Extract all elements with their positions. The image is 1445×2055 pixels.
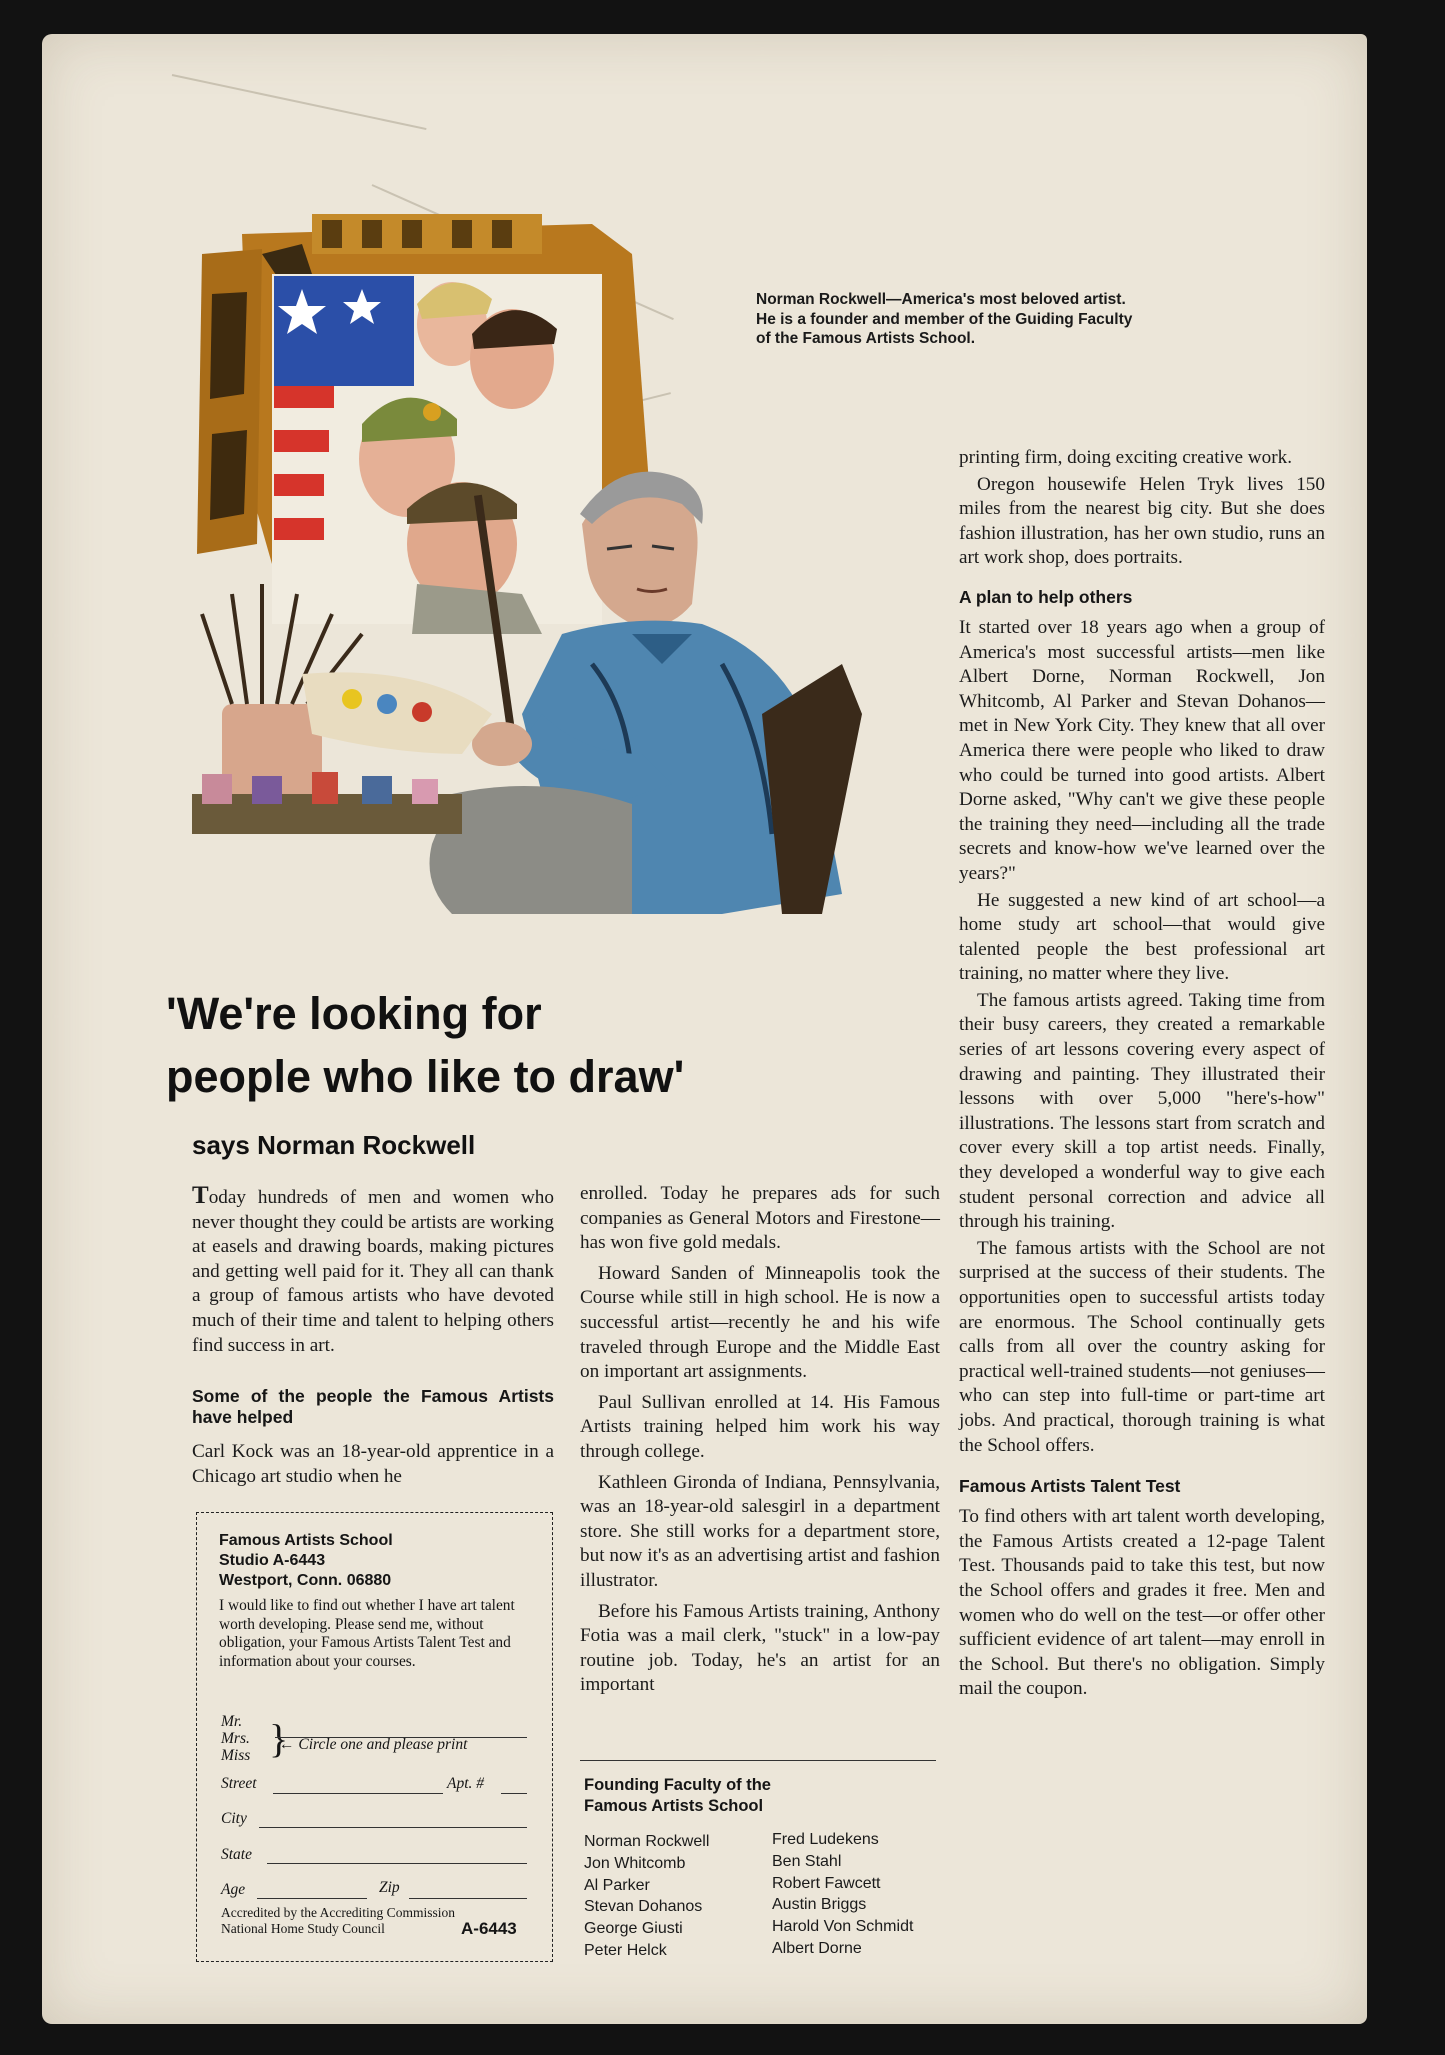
coupon-city: Westport, Conn. 06880 [219,1572,392,1589]
circle-note: ← Circle one and please print [279,1736,468,1753]
intro-paragraph: oday hundreds of men and women who never thought they could be artists are working at easels and drawing boards, making pictures and getting well paid for it. They all can thank a group of famous artists who have devoted much of their time and talent to helping others find success in art. [192,1187,554,1356]
col2-paragraph-3: Paul Sullivan enrolled at 14. His Famous Artists training helped him work his way through college. [580,1391,940,1462]
coupon-intro: I would like to find out whether I have art talent worth developing. Please send me, without obligation, your Famous Artists Talent Test and information about your courses. [219,1597,515,1670]
faculty-title: Founding Faculty of the Famous Artists School [584,1776,771,1815]
headline-byline: says Norman Rockwell [192,1130,476,1160]
accreditation-line-2: National Home Study Council [221,1921,385,1936]
comic-back-cover-page [42,34,1367,2024]
subhead-people-helped: Some of the people the Famous Artists have helped [192,1386,554,1428]
zip-label: Zip [379,1879,400,1896]
mail-coupon[interactable] [196,1512,553,1962]
col3-paragraph-6: The famous artists with the School are not surprised at the success of their students. The opportunities open to successful artists today are enormous. The School continually gets calls from all over the country asking for practical well-trained students—not geniuses—who can step into full-time or part-time art jobs. And practical, thorough training is what the School offers. [959,1237,1325,1456]
zip-field[interactable] [409,1898,527,1899]
faculty-name: Albert Dorne [772,1939,862,1957]
faculty-list-left [584,1831,709,1962]
title-miss[interactable]: Miss [221,1747,251,1764]
state-label: State [221,1846,252,1863]
state-field[interactable] [267,1863,527,1864]
col2-paragraph-4: Kathleen Gironda of Indiana, Pennsylvania, was an 18-year-old salesgirl in a department store. She still works for a department store, but now it's as an advertising artist and fashion illustrator. [580,1471,940,1591]
title-mrs[interactable]: Mrs. [221,1730,250,1747]
subhead-talent-test: Famous Artists Talent Test [959,1476,1181,1497]
faculty-name: Robert Fawcett [772,1874,881,1892]
illustration-caption: Norman Rockwell—America's most beloved artist. He is a founder and member of the Guiding Faculty of the Famous Artists School. [756,291,1133,347]
coupon-school-name: Famous Artists School [219,1532,393,1549]
title-choice[interactable] [221,1713,250,1764]
print-line [275,1737,527,1738]
col2-paragraph-1: enrolled. Today he prepares ads for such companies as General Motors and Firestone—has won five gold medals. [580,1183,940,1254]
col2-paragraph-2: Howard Sanden of Minneapolis took the Course while still in high school. He is now a successful artist—recently he and his wife traveled through Europe and the Middle East on important art assignments. [580,1262,940,1383]
headline-line-2: people who like to draw' [166,1051,685,1102]
title-mr[interactable]: Mr. [221,1713,243,1730]
article-column-3 [959,446,1325,1702]
age-label: Age [221,1881,246,1898]
accreditation-line-1: Accredited by the Accrediting Commission [221,1905,455,1920]
faculty-rule [580,1760,936,1761]
accreditation [221,1905,455,1937]
street-field[interactable] [273,1793,443,1794]
col2-paragraph-5: Before his Famous Artists training, Anthony Fotia was a mail clerk, "stuck" in a low-pay routine job. Today, he's an artist for an important [580,1600,940,1696]
brace-glyph: } [269,1716,289,1761]
faculty-list-right [772,1829,913,1960]
coupon-code: A-6443 [461,1919,517,1938]
col3-paragraph-5: The famous artists agreed. Taking time from their busy careers, they created a remarkable series of art lessons covering every aspect of drawing and painting. They illustrated their lessons with over 5,000 "here's-how" illustrations. The lessons start from scratch and cover every skill a top artist needs. Finally, they developed a wonderful way to give each student personal correction and advice all through his training. [959,989,1325,1233]
faculty-name: Al Parker [584,1876,650,1894]
faculty-name: Peter Helck [584,1941,667,1959]
faculty-name: Fred Ludekens [772,1831,879,1848]
apt-field[interactable] [501,1793,527,1794]
faculty-name: Norman Rockwell [584,1833,710,1850]
col3-paragraph-2: Oregon housewife Helen Tryk lives 150 miles from the nearest big city. But she does fashion illustration, has her own studio, runs an art work shop, does portraits. [959,473,1325,569]
col3-paragraph-4: He suggested a new kind of art school—a home study art school—that would give talented people the best professional art training, no matter where they live. [959,889,1325,985]
faculty-name: George Giusti [584,1920,683,1938]
faculty-name: Ben Stahl [772,1852,842,1870]
carl-kock-paragraph: Carl Kock was an 18-year-old apprentice in a Chicago art studio when he [192,1441,554,1487]
faculty-name: Jon Whitcomb [584,1854,686,1872]
age-field[interactable] [257,1898,367,1899]
paper-crease [172,74,427,130]
city-label: City [221,1810,247,1827]
headline-line-1: 'We're looking for [166,988,542,1039]
article-column-2 [580,1182,940,1698]
coupon-studio: Studio A-6443 [219,1552,326,1569]
subhead-plan: A plan to help others [959,586,1133,607]
col3-paragraph-1: printing firm, doing exciting creative work. [959,447,1293,468]
drop-cap: T [192,1182,209,1209]
faculty-name: Stevan Dohanos [584,1898,703,1916]
faculty-name: Austin Briggs [772,1896,867,1914]
city-field[interactable] [259,1827,527,1828]
headline [166,982,866,1108]
col3-paragraph-3: It started over 18 years ago when a group of America's most successful artists—men like Albert Dorne, Norman Rockwell, Jon Whitcomb, Al Parker and Stevan Dohanos—met in New York City. They knew that all over America there were people who liked to draw who could be turned into good artists. Albert Dorne asked, "Why can't we give these people the training they need—including all the trade secrets and know-how we've learned over the years?" [959,616,1325,884]
article-column-1 [192,1184,554,1489]
street-label: Street [221,1775,257,1792]
apt-label: Apt. # [447,1775,485,1792]
faculty-name: Harold Von Schmidt [772,1918,914,1936]
col3-paragraph-7: To find others with art talent worth developing, the Famous Artists created a 12-page Talent Test. Thousands paid to take this test, but now the School offers and grades it free. Men and women who do well on the test—or offer other sufficient evidence of art talent—may enroll in the School. But there's no obligation. Simply mail the coupon. [959,1506,1325,1700]
